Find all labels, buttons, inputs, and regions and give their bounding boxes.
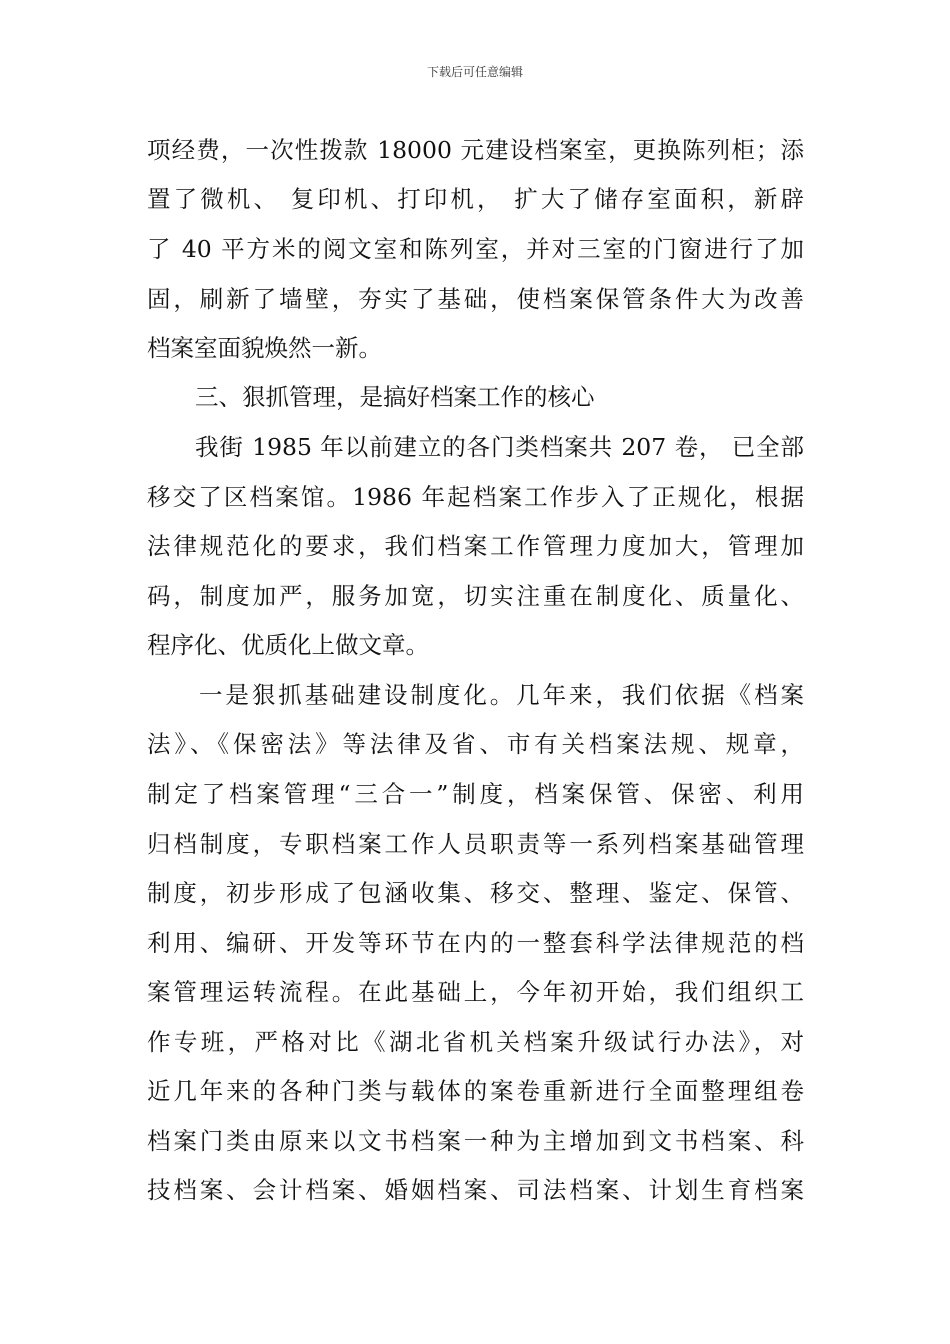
body-line-22: 技档案、会计档案、婚姻档案、司法档案、计划生育档案 <box>147 1176 804 1204</box>
body-line-9: 法律规范化的要求，我们档案工作管理力度加大，管理加 <box>147 532 804 560</box>
body-line-2: 置了微机、 复印机、打印机， 扩大了储存室面积，新辟 <box>147 185 804 213</box>
body-line-14: 制定了档案管理“三合一”制度，档案保管、保密、利用 <box>147 780 804 808</box>
body-line-11: 程序化、优质化上做文章。 <box>147 631 429 659</box>
body-line-12: 一是狠抓基础建设制度化。几年来，我们依据《档案 <box>199 681 804 709</box>
body-line-1: 项经费，一次性拨款 18000 元建设档案室，更换陈列柜；添 <box>147 136 804 164</box>
body-line-19: 作专班，严格对比《湖北省机关档案升级试行办法》，对 <box>147 1028 804 1056</box>
body-line-10: 码，制度加严，服务加宽，切实注重在制度化、质量化、 <box>147 582 804 610</box>
body-line-20: 近几年来的各种门类与载体的案卷重新进行全面整理组卷 <box>147 1077 804 1105</box>
body-line-15: 归档制度，专职档案工作人员职责等一系列档案基础管理 <box>147 830 804 858</box>
body-line-3: 了 40 平方米的阅文室和陈列室，并对三室的门窗进行了加 <box>147 235 804 263</box>
body-line-21: 档案门类由原来以文书档案一种为主增加到文书档案、科 <box>147 1127 804 1155</box>
body-line-17: 利用、编研、开发等环节在内的一整套科学法律规范的档 <box>147 929 804 957</box>
body-line-7: 我街 1985 年以前建立的各门类档案共 207 卷， 已全部 <box>195 433 804 461</box>
body-line-8: 移交了区档案馆。1986 年起档案工作步入了正规化，根据 <box>147 483 804 511</box>
body-line-16: 制度，初步形成了包涵收集、移交、整理、鉴定、保管、 <box>147 879 804 907</box>
section-heading: 三、狠抓管理，是搞好档案工作的核心 <box>195 383 595 411</box>
body-line-18: 案管理运转流程。在此基础上，今年初开始，我们组织工 <box>147 978 804 1006</box>
body-line-13: 法》、《保密法》等法律及省、市有关档案法规、规章， <box>147 730 804 758</box>
body-line-5: 档案室面貌焕然一新。 <box>147 334 382 362</box>
page-header: 下载后可任意编辑 <box>426 65 523 79</box>
body-line-4: 固，刷新了墙壁，夯实了基础，使档案保管条件大为改善 <box>147 285 804 313</box>
